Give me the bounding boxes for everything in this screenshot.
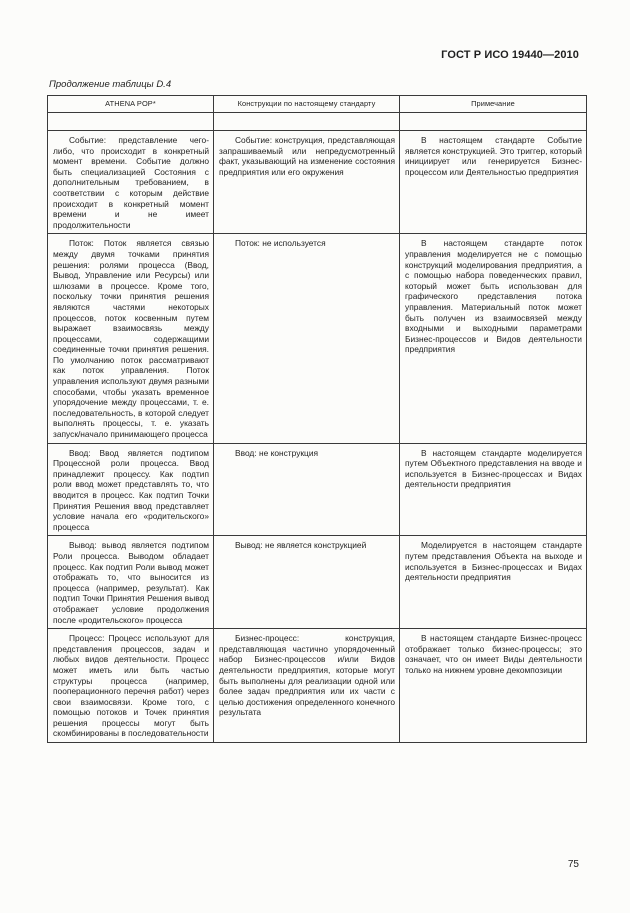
cell-note: В настоящем стандарте Бизнес-процесс отображает только бизнес-процессы; это означает, что он имеет Виды деятельности только на нижнем уровне декомпозиции xyxy=(400,629,587,743)
spacer-cell xyxy=(214,113,400,131)
cell-construct: Бизнес-процесс: конструкция, представляющая частично упорядоченный набор Бизнес-процессов и/или Видов деятельности предприятия, которые могут быть выполнены для реализации одной или более задач предприятия или их части с целью достижения определенного конечного результата xyxy=(214,629,400,743)
table-header-row xyxy=(48,96,587,113)
table-row-process xyxy=(48,629,587,743)
standards-comparison-table xyxy=(47,95,587,743)
cell-athena: Поток: Поток является связью между двумя точками принятия решения: ролями процесса (Ввод, Вывод, Управление или Ресурсы) или шлюзами в процессе. Кроме того, поскольку точки принятия решения являются частями некоторых процессов, поток косвенным путем выражает взаимосвязь между процессами, содержащими соединенные точки принятия решения. По умолчанию поток рассматривают как поток управления. Поток управления используют двумя разными способами, чтобы указать временное упорядочение между процессами, т. е. последовательность, в которой следует выполнять процессы, т. е. указать запуск/начало принимающего процесса xyxy=(48,234,214,443)
cell-note: В настоящем стандарте моделируется путем Объектного представления на вводе и используется в Бизнес-процессах и Видах деятельности предприятия xyxy=(400,443,587,536)
table-row-input xyxy=(48,443,587,536)
table-row-event xyxy=(48,131,587,234)
cell-note: Моделируется в настоящем стандарте путем представления Объекта на выходе и используется в Бизнес-процессах и Видах деятельности предприятия xyxy=(400,536,587,629)
cell-construct: Событие: конструкция, представляющая запрашиваемый или непредусмотренный факт, указывающий на изменение состояния предприятия или его окружения xyxy=(214,131,400,234)
table-row-flow xyxy=(48,234,587,443)
page-number: 75 xyxy=(567,859,579,870)
spacer-cell xyxy=(48,113,214,131)
cell-construct: Поток: не используется xyxy=(214,234,400,443)
cell-construct: Ввод: не конструкция xyxy=(214,443,400,536)
column-header-constructs: Конструкции по настоящему стандарту xyxy=(214,96,400,113)
column-header-athena: ATHENA POP* xyxy=(48,96,214,113)
cell-note: В настоящем стандарте поток управления моделируется не с помощью конструкций моделирования предприятия, а с помощью набора поведенческих правил, который может быть использован для графического представления потока управления. Материальный поток может быть получен из взаимосвязей между входными и выходными параметрами Бизнес-процессов и Видов деятельности предприятия xyxy=(400,234,587,443)
table-spacer-row xyxy=(48,113,587,131)
cell-construct: Вывод: не является конструкцией xyxy=(214,536,400,629)
table-caption: Продолжение таблицы D.4 xyxy=(49,79,172,90)
cell-note: В настоящем стандарте Событие является конструкцией. Это триггер, который инициирует или генерируется Бизнес-процессом или Деятельностью предприятия xyxy=(400,131,587,234)
cell-athena: Процесс: Процесс используют для представления процессов, задач и любых видов деятельности. Процесс может иметь или быть частью структуры процесса (например, пооперационного перечня работ) через свои взаимосвязи. Кроме того, с помощью потоков и Точек принятия решения процессы могут быть скомбинированы в последовательности xyxy=(48,629,214,743)
column-header-note: Примечание xyxy=(400,96,587,113)
cell-athena: Вывод: вывод является подтипом Роли процесса. Выводом обладает процесс. Как подтип Роли вывод может отображать то, что выносится из процесса (например, результат). Как подтип Точки Принятия Решения вывод отображает условие продолжения после «родительского» процесса xyxy=(48,536,214,629)
spacer-cell xyxy=(400,113,587,131)
table-row-output xyxy=(48,536,587,629)
cell-athena: Событие: представление чего-либо, что происходит в конкретный момент времени. Событие должно быть специализацией Состояния с дополнительным требованием, в соответствии с которым действие происходит в конкретный момент времени и не имеет продолжительности xyxy=(48,131,214,234)
document-header: ГОСТ Р ИСО 19440—2010 xyxy=(441,49,579,61)
cell-athena: Ввод: Ввод является подтипом Процессной роли процесса. Ввод принадлежит процессу. Как подтип роли ввод может представлять то, что вводится в процесс. Как подтип Точки Принятия Решения ввод представляет условие начала его «родительского» процесса xyxy=(48,443,214,536)
